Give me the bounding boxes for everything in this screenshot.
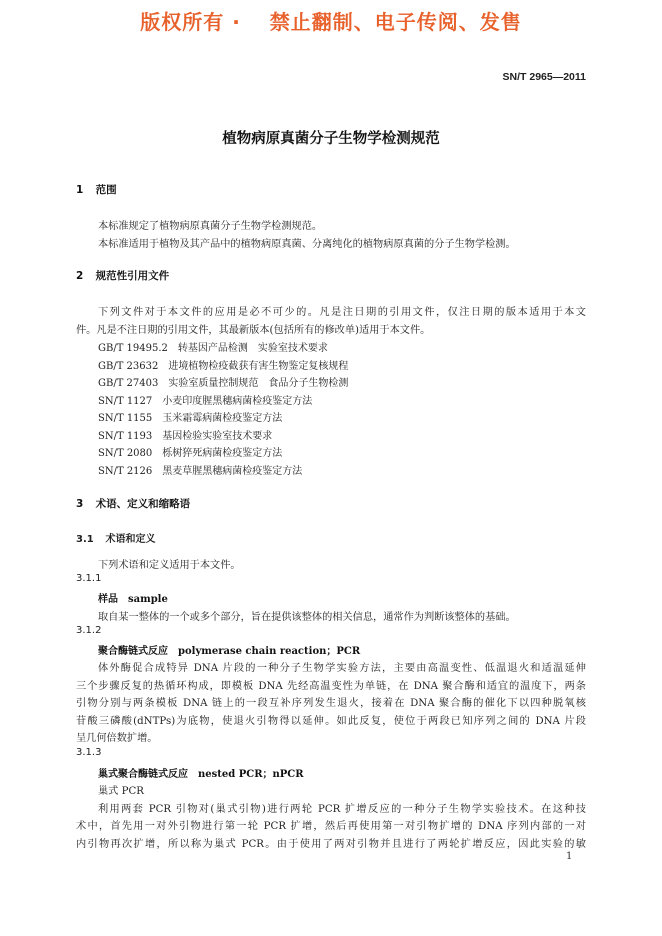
- paragraph-line: 下列文件对于本文件的应用是必不可少的。凡是注日期的引用文件，仅注日期的版本适用于本文: [98, 307, 586, 318]
- reference-item: [98, 339, 328, 354]
- copyright-banner: 版权所有 · 禁止翻制、电子传阅、发售: [140, 10, 522, 34]
- definition: 取自某一整体的一个或多个部分，旨在提供该整体的相关信息，通常作为判断该整体的基础。: [98, 612, 516, 623]
- reference-item: [98, 462, 302, 477]
- clause-number: 3.1.2: [76, 625, 102, 636]
- definition-line: 引物分别与两条模板 DNA 链上的一段互补序列发生退火，接着在 DNA 聚合酶的催化下以四种脱氧核: [76, 698, 586, 709]
- clause-number: 3.1.1: [76, 573, 102, 584]
- reference-item: [98, 444, 282, 459]
- paragraph: 本标准规定了植物病原真菌分子生物学检测规范。: [98, 221, 323, 232]
- term-english: polymerase chain reaction；PCR: [178, 646, 361, 657]
- term-entry: [98, 590, 168, 605]
- definition-line: 术中，首先用一对外引物进行第一轮 PCR 扩增，然后再使用第一对引物扩增的 DNA 序列内部的一对: [76, 821, 586, 832]
- definition-line: 苷酸三磷酸(dNTPs)为底物，使退火引物得以延伸。如此反复，使位于两段已知序列之间的 DNA 片段: [76, 716, 586, 727]
- section-2-heading: [76, 268, 169, 283]
- reference-item: [98, 392, 312, 407]
- section-number: 1: [76, 184, 84, 196]
- definition-line: 呈几何倍数扩增。: [76, 733, 158, 744]
- term-alias: 巢式 PCR: [98, 786, 144, 797]
- page-number: 1: [566, 851, 573, 862]
- section-number: 3: [76, 498, 84, 510]
- reference-title: 基因检验实验室技术要求: [162, 431, 273, 442]
- paragraph-line: 件。凡是不注日期的引用文件，其最新版本(包括所有的修改单)适用于本文件。: [76, 325, 431, 336]
- reference-title: 实验室质量控制规范 食品分子生物检测: [168, 378, 349, 389]
- reference-code: SN/T 2126: [98, 466, 153, 477]
- reference-code: SN/T 1127: [98, 396, 153, 407]
- reference-code: SN/T 1155: [98, 413, 153, 424]
- clause-number: 3.1.3: [76, 747, 102, 758]
- term-chinese: 样品: [98, 594, 118, 605]
- reference-item: [98, 409, 282, 424]
- definition-line: 利用两套 PCR 引物对(巢式引物)进行两轮 PCR 扩增反应的一种分子生物学实验技术。在这种技: [98, 804, 586, 815]
- document-title: 植物病原真菌分子生物学检测规范: [222, 131, 440, 147]
- reference-title: 黑麦草腥黑穗病菌检疫鉴定方法: [162, 466, 303, 477]
- reference-title: 进境植物检疫截获有害生物鉴定复核规程: [168, 361, 349, 372]
- term-english: sample: [128, 594, 168, 605]
- section-title: 范围: [95, 184, 117, 196]
- reference-item: [98, 357, 348, 372]
- section-1-heading: [76, 182, 117, 197]
- term-entry: [98, 642, 360, 657]
- definition-line: 内引物再次扩增，所以称为巢式 PCR。由于使用了两对引物并且进行了两轮扩增反应，因此实验的敏: [76, 839, 586, 850]
- paragraph: 下列术语和定义适用于本文件。: [98, 560, 241, 571]
- term-english: nested PCR；nPCR: [198, 769, 304, 780]
- section-number: 2: [76, 270, 84, 282]
- reference-code: GB/T 23632: [98, 361, 159, 372]
- reference-title: 转基因产品检测 实验室技术要求: [177, 343, 328, 354]
- section-title: 规范性引用文件: [95, 270, 170, 282]
- term-chinese: 巢式聚合酶链式反应: [98, 769, 188, 780]
- section-3-heading: [76, 496, 190, 511]
- reference-title: 小麦印度腥黑穗病菌检疫鉴定方法: [162, 396, 313, 407]
- subsection-number: 3.1: [76, 534, 94, 545]
- reference-item: [98, 427, 272, 442]
- reference-title: 玉米霜霉病菌检疫鉴定方法: [162, 413, 283, 424]
- reference-title: 栎树猝死病菌检疫鉴定方法: [162, 448, 283, 459]
- term-chinese: 聚合酶链式反应: [98, 646, 168, 657]
- section-title: 术语、定义和缩略语: [95, 498, 191, 510]
- definition-line: 三个步骤反复的热循环构成，即模板 DNA 先经高温变性为单链，在 DNA 聚合酶和适宜的温度下，两条: [76, 681, 586, 692]
- reference-code: GB/T 27403: [98, 378, 159, 389]
- subsection-3-1-heading: [76, 530, 155, 545]
- reference-code: SN/T 1193: [98, 431, 153, 442]
- standard-number: SN/T 2965—2011: [502, 71, 586, 83]
- reference-code: GB/T 19495.2: [98, 343, 168, 354]
- definition-line: 体外酶促合成特异 DNA 片段的一种分子生物学实验方法，主要由高温变性、低温退火和适温延伸: [98, 663, 586, 674]
- paragraph: 本标准适用于植物及其产品中的植物病原真菌、分离纯化的植物病原真菌的分子生物学检测。: [98, 239, 516, 250]
- term-entry: [98, 765, 304, 780]
- reference-item: [98, 374, 348, 389]
- subsection-title: 术语和定义: [105, 534, 156, 545]
- reference-code: SN/T 2080: [98, 448, 153, 459]
